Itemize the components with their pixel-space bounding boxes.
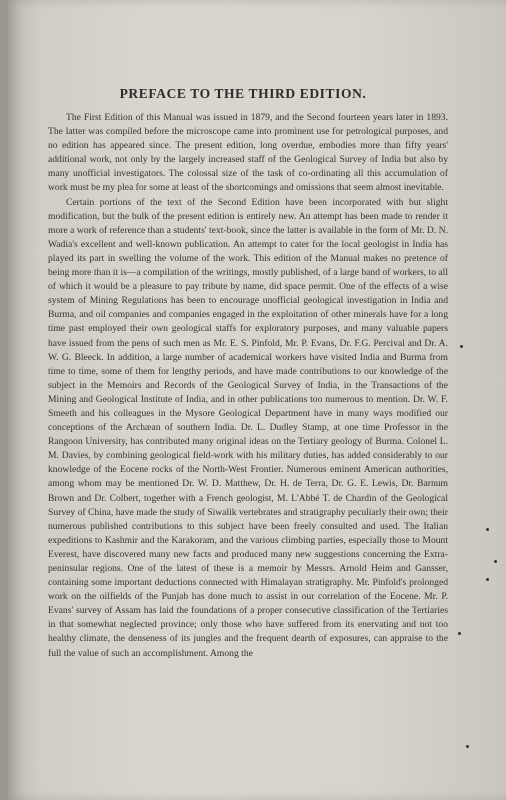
paragraph-1: The First Edition of this Manual was issued in 1879, and the Second fourteen years later in 1893. The latter was compiled before the microscope came into prominent use for petrological purposes, and no edition has appeared since. The present edition, long overdue, embodies more than fifty years' additional work, not only by the largely increased staff of the Geological Survey of India but also by many unofficial investigators. The colossal size of the task of co-ordinating all this accumulation of work must be my plea for some at least of the shortcomings and omissions that seem almost inevitable. [48,112,448,194]
ink-speck [486,528,489,531]
paragraph-2: Certain portions of the text of the Second Edition have been incorporated with but slight modification, but the bulk of the present edition is entirely new. An attempt has been made to render it more a work of reference than a students' text-book, since the latter is available in the form of Mr. D. N. Wadia's excellent and well-known publication. An attempt to cater for the local geologist in India has played its part in swelling the volume of the work. This edition of the Manual makes no pretence of being more than it is—a compilation of the writings, mostly published, of a large band of workers, to all of which it would be a pleasure to pay tribute by name, did space permit. One of the effects of a wise system of Mining Regulations has been to encourage unofficial geological investigation in India and Burma, and oil companies and companies engaged in the exploitation of other minerals have for a long time past employed their own geological staffs for exploratory purposes, and many valuable papers have issued from the pens of such men as Mr. E. S. Pinfold, Mr. P. Evans, Dr. F.G. Percival and Dr. A. W. G. Bleeck. In addition, a large number of academical workers have visited India and Burma from time to time, some of them for lengthy periods, and have made contributions to our knowledge of the subject in the Memoirs and Records of the Geological Survey of India, in the Transactions of the Mining and Geological Institute of India, and in other publications too numerous to mention. Dr. W. F. Smeeth and his colleagues in the Mysore Geological Department have in many ways modified our conceptions of the Archæan of southern India. Dr. L. Dudley Stamp, at one time Professor in the Rangoon University, has contributed many original ideas on the Tertiary geology of Burma. Colonel L. M. Davies, by combining geological field-work with his military duties, has added considerably to our knowledge of the Eocene rocks of the North-West Frontier. Numerous eminent American authorities, among whom may be mentioned Dr. W. D. Matthew, Dr. H. de Terra, Dr. G. E. Lewis, Dr. Barnum Brown and Dr. Colbert, together with a French geologist, M. L'Abbé T. de Chardin of the Geological Survey of China, have made the study of Siwalik vertebrates and stratigraphy peculiarly their own; their numerous published contributions to this subject have been freely consulted and used. The Italian expeditions to Kashmir and the Karakoram, and the various climbing parties, especially those to Mount Everest, have discovered many new facts and produced many new suggestions concerning the Extra-peninsular regions. One of the latest of these is a memoir by Messrs. Arnold Heim and Gansser, containing some important deductions connected with Himalayan stratigraphy. Mr. Pinfold's prolonged work on the oilfields of the Punjab has done much to assist in our correlation of the Eocene. Mr. P. Evans' survey of Assam has laid the foundations of a proper consecutive classification of the Tertiaries in that somewhat neglected province; only those who have suffered from its enervating and not too healthy climate, the denseness of its jungles and the frequent dearth of exposures, can appraise to the full the value of such an accomplishment. Among the [48,196,448,659]
ink-speck [466,745,469,748]
ink-speck [494,560,497,563]
book-page [8,0,506,800]
ink-speck [458,632,461,635]
preface-body [48,111,448,661]
preface-heading: PREFACE TO THE THIRD EDITION. [119,86,367,101]
ink-speck [486,578,489,581]
ink-speck [460,345,463,348]
